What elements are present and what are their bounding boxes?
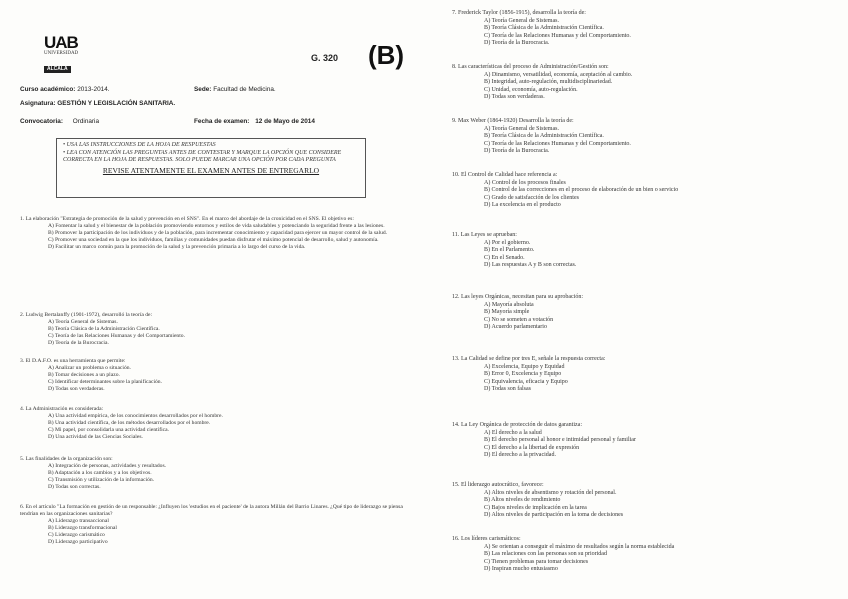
option-c: C) En el Senado.	[484, 254, 525, 261]
question-stem: 3. El D.A.F.O. es una herramienta que permite:	[20, 358, 126, 364]
question-stem: 10. El Control de Calidad hace referencia a:	[452, 172, 558, 178]
question-7	[452, 10, 838, 48]
question-2	[20, 312, 412, 347]
option-b: B) Teoría Clásica de la Administración Científica.	[48, 325, 160, 332]
option-b: B) Una actividad científica, de los métodos desarrollados por el hombre.	[48, 419, 211, 426]
course-label: Curso académico:	[20, 86, 76, 93]
question-16	[452, 536, 838, 574]
question-12	[452, 294, 838, 332]
option-d: D) Inspiran mucho entusiasmo	[484, 566, 558, 573]
course-value: 2013-2014.	[77, 86, 110, 93]
option-c: C) Transmisión y utilización de la información.	[48, 476, 155, 483]
logo-bar: ALCALA	[44, 66, 71, 73]
option-b: B) Promover la participación de los individuos y de la población, para incrementar conocimiento y capacidad para ejercer un mayor control de la salud.	[48, 229, 388, 236]
call-line	[20, 118, 99, 125]
option-b: B) Liderazgo transformacional	[48, 524, 117, 531]
question-stem: 8. Las características del proceso de Administración/Gestión son:	[452, 64, 609, 70]
course-line	[20, 86, 110, 93]
question-3	[20, 358, 412, 393]
option-a: A) Mayoría absoluta	[484, 301, 534, 308]
option-d: D) El derecho a la privacidad.	[484, 452, 556, 459]
option-c: C) Equivalencia, eficacia y Equipo	[484, 378, 568, 385]
subject-line	[20, 100, 175, 107]
option-a: A) Analizar un problema o situación.	[48, 364, 131, 371]
option-d: D) Todas son verdaderas.	[484, 94, 545, 101]
question-stem: 2. Ludwig Bertalanffy (1901-1972), desarrolló la teoría de:	[20, 312, 153, 318]
question-stem: 1. La elaboración "Estrategia de promoción de la salud y prevención en el SNS". En el marco del abordaje de la cronicidad en el SNS. El objetivo es:	[20, 216, 354, 222]
university-logo	[44, 34, 104, 70]
option-d: D) Una actividad de las Ciencias Sociales.	[48, 433, 143, 440]
option-c: C) Mi papel, por consolidarla una actividad científica.	[48, 426, 170, 433]
option-c: C) Tienen problemas para tomar decisiones	[484, 558, 589, 565]
date-line	[194, 118, 315, 125]
option-c: C) Teoría de las Relaciones Humanas y del Comportamiento.	[484, 32, 631, 39]
option-a: A) Control de los procesos finales	[484, 179, 566, 186]
option-c: C) Grado de satisfacción de los clientes	[484, 194, 579, 201]
option-c: C) Promover una sociedad en la que los individuos, familias y comunidades puedan disfrutar el máximo potencial de desarrollo, salud y autonomía.	[48, 236, 379, 243]
question-11	[452, 232, 838, 270]
option-d: D) Teoría de la Burocracia.	[484, 148, 550, 155]
option-c: C) Identificar determinantes sobre la planificación.	[48, 378, 163, 385]
venue-value: Facultad de Medicina.	[213, 86, 276, 93]
logo-mark: UAB	[44, 33, 78, 52]
question-stem: 6. En el artículo "La formación en gestión de un responsable: ¿Influyen los 'estudios en el paciente' de la autora Millán del Barrio Linares. ¿Qué tipo de liderazgo se piensa tendrían en las organizaciones sanitarias?	[20, 504, 403, 517]
question-stem: 5. Las finalidades de la organización son:	[20, 456, 113, 462]
option-a: A) Por el gobierno.	[484, 239, 531, 246]
option-a: A) Altos niveles de absentismo y rotación del personal.	[484, 489, 617, 496]
date-value: 12 de Mayo de 2014	[255, 118, 315, 125]
option-a: A) Se orientan a conseguir el máximo de resultados según la norma establecida	[484, 543, 675, 550]
option-b: B) En el Parlamento.	[484, 247, 535, 254]
question-5	[20, 456, 412, 491]
exam-code: G. 320	[311, 53, 339, 63]
question-1	[20, 216, 412, 251]
subject-label: Asignatura:	[20, 100, 56, 107]
instruction-2: • LEA CON ATENCIÓN LAS PREGUNTAS ANTES DE CONTESTAR Y MARQUE LA OPCIÓN QUE CONSIDERE CORRECTA EN LA HOJA DE RESPUESTAS. SOLO PUEDE MARCAR UNA OPCIÓN POR CADA PREGUNTA	[63, 149, 342, 164]
option-d: D) Facilitar un marco común para la promoción de la salud y la prevención primaria a lo largo del curso de la vida.	[48, 243, 306, 250]
logo-subtitle: UNIVERSIDAD	[44, 51, 79, 56]
option-a: A) Integración de personas, actividades y resultados.	[48, 462, 167, 469]
option-d: D) Altos niveles de participación en la toma de decisiones	[484, 512, 624, 519]
option-c: C) No se someten a votación	[484, 316, 554, 323]
option-a: A) Teoría General de Sistemas.	[484, 17, 559, 24]
review-notice: REVISE ATENTAMENTE EL EXAMEN ANTES DE ENTREGARLO	[102, 165, 320, 175]
option-b: B) Control de las correcciones en el proceso de elaboración de un bien o servicio	[484, 187, 679, 194]
question-stem: 12. Las leyes Orgánicas, necesitan para su aprobación:	[452, 294, 584, 300]
option-c: C) Teoría de las Relaciones Humanas y del Comportamiento.	[484, 140, 631, 147]
option-b: B) Teoría Clásica de la Administración Científica.	[484, 25, 604, 32]
question-6	[20, 504, 412, 545]
option-d: D) Teoría de la Burocracia.	[484, 40, 550, 47]
question-14	[452, 422, 838, 460]
option-c: C) El derecho a la libertad de expresión	[484, 444, 580, 451]
question-stem: 16. Los líderes carismáticos:	[452, 536, 521, 542]
option-b: B) Mayoría simple	[484, 309, 530, 316]
question-13	[452, 356, 838, 394]
option-a: A) Teoría General de Sistemas.	[48, 318, 118, 325]
question-8	[452, 64, 838, 102]
question-9	[452, 118, 838, 156]
date-label: Fecha de examen:	[194, 118, 250, 125]
venue-line	[194, 86, 276, 93]
subject-value: GESTIÓN Y LEGISLACIÓN SANITARIA.	[57, 100, 176, 107]
option-a: A) El derecho a la salud	[484, 429, 542, 436]
option-b: B) Teoría Clásica de la Administración Científica.	[484, 133, 604, 140]
option-b: B) Integridad, auto-regulación, multidisciplinariedad.	[484, 79, 613, 86]
question-stem: 9. Max Weber (1864-1920) Desarrolla la teoría de:	[452, 118, 574, 124]
question-15	[452, 482, 838, 520]
question-stem: 14. La Ley Orgánica de protección de datos garantiza:	[452, 422, 582, 428]
option-a: A) Teoría General de Sistemas.	[484, 125, 559, 132]
option-c: C) Unidad, economía, auto-regulación.	[484, 86, 578, 93]
option-d: D) Acuerdo parlamentario	[484, 324, 547, 331]
question-4	[20, 406, 412, 441]
venue-label: Sede:	[194, 86, 212, 93]
instruction-1: • USA LAS INSTRUCCIONES DE LA HOJA DE RESPUESTAS	[63, 142, 216, 148]
option-d: D) Liderazgo participativo	[48, 538, 108, 545]
option-d: D) Todas son falsas	[484, 386, 531, 393]
call-label: Convocatoria:	[20, 118, 63, 125]
exam-version: (B)	[368, 40, 405, 70]
option-a: A) Una actividad empírica, de los conocimientos desarrollados por el hombre.	[48, 412, 223, 419]
option-b: B) Error 0, Excelencia y Equipo	[484, 371, 562, 378]
option-b: B) El derecho personal al honor e intimidad personal y familiar	[484, 437, 636, 444]
question-stem: 15. El liderazgo autocrático, favorece:	[452, 482, 544, 488]
option-b: B) Adaptación a los cambios y a los objetivos.	[48, 469, 152, 476]
option-b: B) Las relaciones con las personas son su prioridad	[484, 551, 607, 558]
question-stem: 13. La Calidad se define por tres E, señale la respuesta correcta:	[452, 356, 606, 362]
option-b: B) Tomar decisiones a un plazo.	[48, 371, 120, 378]
option-a: A) Fomentar la salud y el bienestar de la población promoviendo entornos y estilos de vida saludables y potenciando la seguridad frente a las lesiones.	[48, 222, 385, 229]
call-value: Ordinaria	[72, 118, 100, 125]
instructions-box	[56, 138, 366, 198]
option-d: D) Teoría de la Burocracia.	[48, 339, 109, 346]
option-a: A) Dinamismo, versatilidad, economía, aceptación al cambio.	[484, 71, 633, 78]
question-stem: 11. Las Leyes se aprueban:	[452, 232, 517, 238]
option-c: C) Teoría de las Relaciones Humanas y del Comportamiento.	[48, 332, 185, 339]
option-d: D) Todas son verdaderas.	[48, 385, 105, 392]
option-d: D) Las respuestas A y B son correctas.	[484, 262, 577, 269]
option-c: C) Bajos niveles de implicación en la tarea	[484, 504, 587, 511]
option-b: B) Altos niveles de rendimiento	[484, 497, 561, 504]
option-a: A) Excelencia, Equipo y Equidad	[484, 363, 565, 370]
option-d: D) Todas son correctas.	[48, 483, 101, 490]
question-stem: 4. La Administración es considerada:	[20, 406, 104, 412]
option-d: D) La excelencia en el producto	[484, 202, 561, 209]
option-a: A) Liderazgo transaccional	[48, 517, 109, 524]
question-10	[452, 172, 838, 210]
option-c: C) Liderazgo carismático	[48, 531, 105, 538]
question-stem: 7. Frederick Taylor (1856-1915), desarrolla la teoría de:	[452, 10, 586, 16]
